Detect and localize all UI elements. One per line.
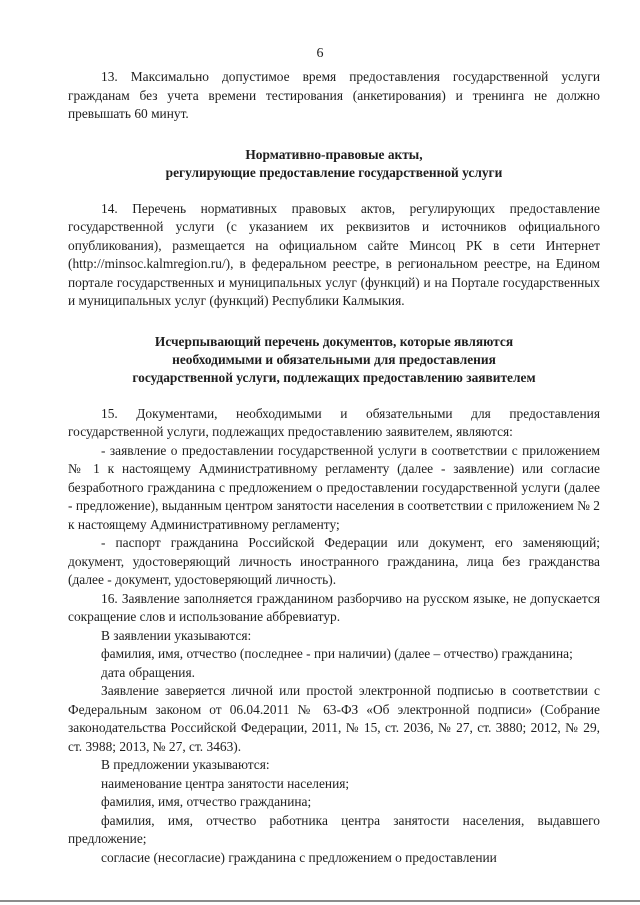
- application-field-name: фамилия, имя, отчество (последнее - при наличии) (далее – отчество) гражданина;: [101, 646, 573, 661]
- application-field-date: дата обращения.: [101, 664, 195, 680]
- list-item-passport: - паспорт гражданина Российской Федерации или документ, его заменяющий; документ, удостоверяющий личность иностранного гражданина, лица без гражданства (далее - документ, удостоверяющий личность).: [68, 535, 600, 587]
- section-heading-documents-list: [68, 333, 600, 387]
- offer-field-consent: согласие (несогласие) гражданина с предложением о предоставлении: [101, 849, 497, 865]
- heading-line: Нормативно-правовые акты,: [245, 146, 423, 162]
- heading-line: необходимыми и обязательными для предоставления: [172, 351, 496, 367]
- paragraph-15: 15. Документами, необходимыми и обязательными для предоставления государственной услуги, подлежащих предоставлению заявителем, являются:: [68, 405, 600, 439]
- heading-line: регулирующие предоставление государственной услуги: [165, 164, 503, 180]
- paragraph-16: 16. Заявление заполняется гражданином разборчиво на русском языке, не допускается сокращение слов и использование аббревиатур.: [68, 590, 600, 624]
- page-bottom-edge: [0, 900, 640, 902]
- application-fields-intro: В заявлении указываются:: [101, 627, 252, 643]
- offer-field-citizen-name: фамилия, имя, отчество гражданина;: [101, 794, 312, 809]
- paragraph-13: 13. Максимально допустимое время предоставления государственной услуги гражданам без учета времени тестирования (анкетирования) и тренинга не должно превышать 60 минут.: [68, 69, 600, 121]
- section-heading-normative-acts: [68, 146, 600, 182]
- offer-fields-intro: В предложении указываются:: [101, 757, 270, 772]
- signature-paragraph: Заявление заверяется личной или простой электронной подписью в соответствии с Федеральным законом от 06.04.2011 № 63-ФЗ «Об электронной подписи» (Собрание законодательства Российской Федерации, 2011, № 15, ст. 2036, № 27, ст. 3880; 2012, № 29, ст. 3988; 2013, № 27, ст. 3463).: [68, 683, 600, 754]
- heading-line: Исчерпывающий перечень документов, которые являются: [154, 333, 514, 349]
- list-item-application: - заявление о предоставлении государственной услуги в соответствии с приложением № 1 к настоящему Административному регламенту (далее - заявление) или согласие безработного гражданина с предложением о предоставлении государственной услуги (далее - предложение), выданным центром занятости населения в соответствии с приложением № 2 к настоящему Административному регламенту;: [68, 442, 600, 532]
- offer-field-center-name: наименование центра занятости населения;: [101, 775, 350, 791]
- paragraph-14: 14. Перечень нормативных правовых актов, регулирующих предоставление государственной услуги (с указанием их реквизитов и источников официального опубликования), размещается на официальном сайте Минсоц РК в сети Интернет (http://minsoc.kalmregion.ru/), в федеральном реестре, в региональном реестре, на Едином портале государственных и муниципальных услуг (функций) и на Портале государственных и муниципальных услуг (функций) Республики Калмыкия.: [68, 200, 600, 308]
- page-content: [68, 68, 600, 867]
- heading-line: государственной услуги, подлежащих предоставлению заявителем: [132, 369, 536, 385]
- page-number: 6: [316, 46, 324, 61]
- offer-field-employee-name: фамилия, имя, отчество работника центра занятости населения, выдавшего предложение;: [68, 812, 600, 846]
